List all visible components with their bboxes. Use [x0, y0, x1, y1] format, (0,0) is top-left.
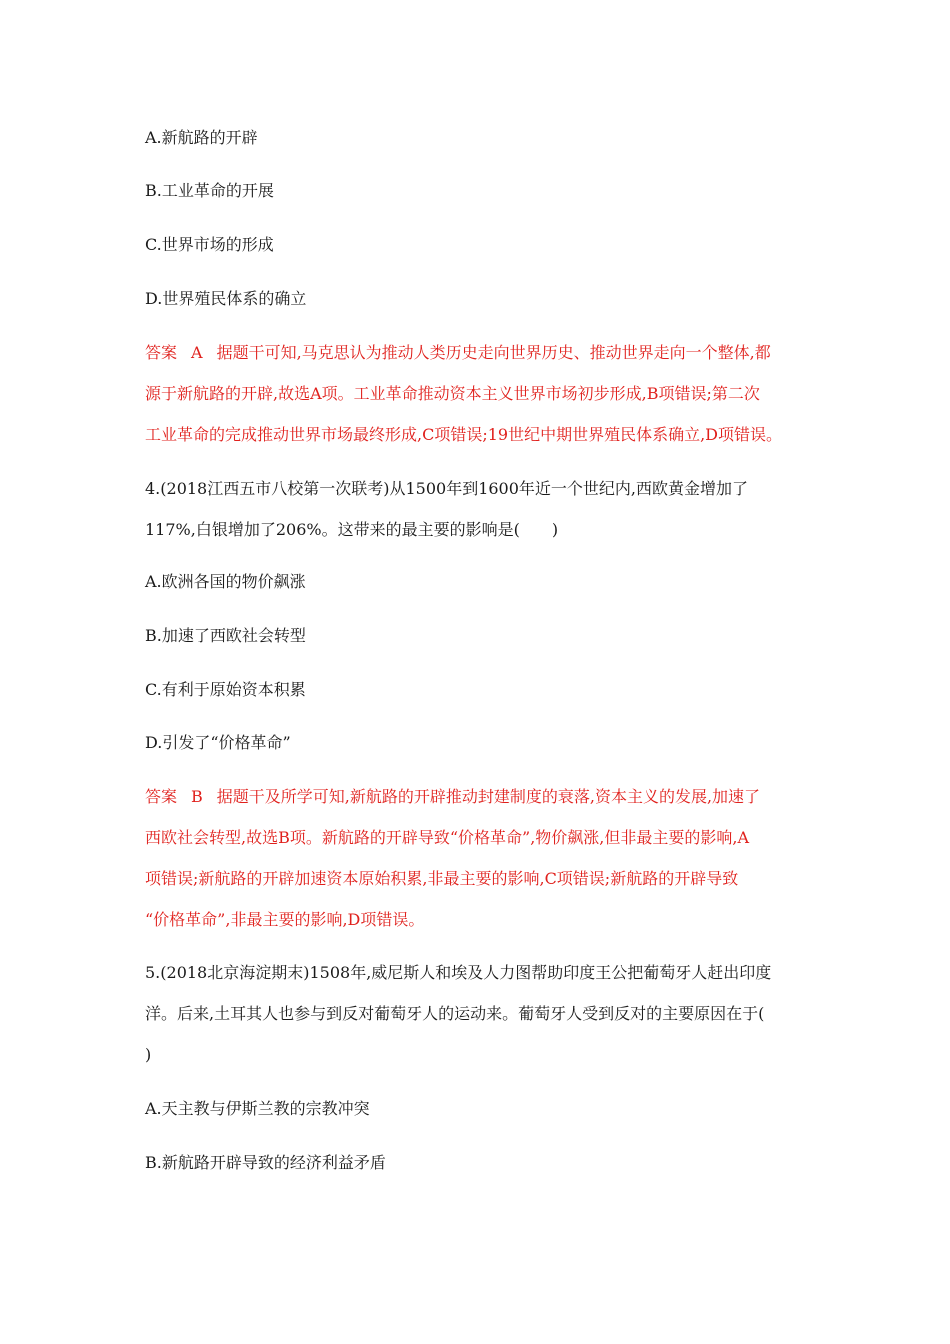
- q3-option-c: C.世界市场的形成: [145, 235, 274, 254]
- q4-option-d: D.引发了“价格革命”: [145, 733, 291, 752]
- q3-answer-line-2: 源于新航路的开辟,故选A项。工业革命推动资本主义世界市场初步形成,B项错误;第二次: [145, 384, 760, 403]
- q5-stem-line-2: 洋。后来,土耳其人也参与到反对葡萄牙人的运动来。葡萄牙人受到反对的主要原因在于(: [145, 1004, 765, 1023]
- q4-stem-line-2: 117%,白银增加了206%。这带来的最主要的影响是( ): [145, 520, 559, 539]
- q3-answer-letter: A: [191, 343, 203, 362]
- q5-stem-line-1: 5.(2018北京海淀期末)1508年,威尼斯人和埃及人力图帮助印度王公把葡萄牙人赶出印度: [145, 963, 772, 982]
- q4-option-c: C.有利于原始资本积累: [145, 680, 306, 699]
- q4-answer-line-2: 西欧社会转型,故选B项。新航路的开辟导致“价格革命”,物价飙涨,但非最主要的影响,A: [145, 828, 750, 847]
- q3-answer-line-3: 工业革命的完成推动世界市场最终形成,C项错误;19世纪中期世界殖民体系确立,D项错误。: [145, 425, 782, 444]
- q4-stem-line-1: 4.(2018江西五市八校第一次联考)从1500年到1600年近一个世纪内,西欧黄金增加了: [145, 479, 748, 498]
- q4-option-a: A.欧洲各国的物价飙涨: [145, 572, 306, 591]
- q4-answer-line-3: 项错误;新航路的开辟加速资本原始积累,非最主要的影响,C项错误;新航路的开辟导致: [145, 869, 739, 888]
- q4-answer-label: 答案: [145, 787, 178, 806]
- q5-stem-line-3: ): [145, 1045, 152, 1064]
- q5-option-a: A.天主教与伊斯兰教的宗教冲突: [145, 1099, 370, 1118]
- q3-option-d: D.世界殖民体系的确立: [145, 289, 307, 308]
- q5-option-b: B.新航路开辟导致的经济利益矛盾: [145, 1153, 386, 1172]
- q3-answer-label: 答案: [145, 343, 178, 362]
- q4-answer-line-4: “价格革命”,非最主要的影响,D项错误。: [145, 910, 425, 929]
- q3-option-a: A.新航路的开辟: [145, 128, 258, 147]
- q4-option-b: B.加速了西欧社会转型: [145, 626, 306, 645]
- q4-answer-line-1: [145, 787, 760, 807]
- q3-answer-text-1: 据题干可知,马克思认为推动人类历史走向世界历史、推动世界走向一个整体,都: [216, 343, 771, 362]
- q3-option-b: B.工业革命的开展: [145, 181, 274, 200]
- q4-answer-letter: B: [191, 787, 203, 806]
- q4-answer-text-1: 据题干及所学可知,新航路的开辟推动封建制度的衰落,资本主义的发展,加速了: [216, 787, 761, 806]
- q3-answer-line-1: [145, 343, 771, 363]
